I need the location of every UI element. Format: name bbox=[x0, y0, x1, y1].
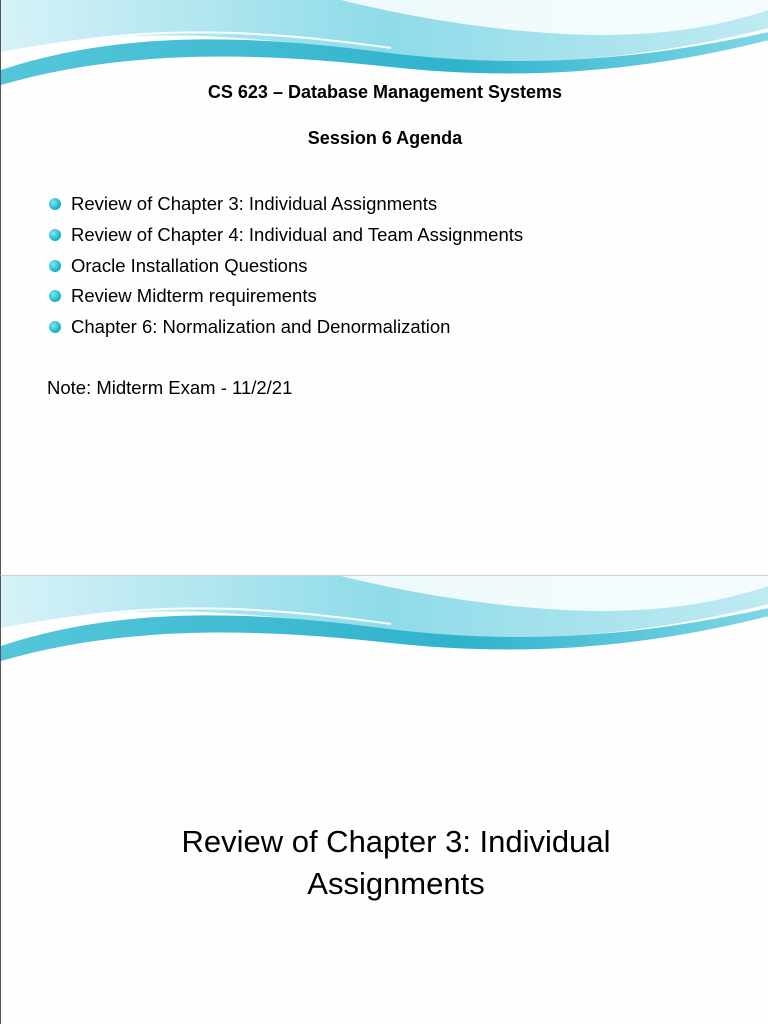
bullet-dot-icon bbox=[49, 290, 61, 302]
slide-title: CS 623 – Database Management Systems bbox=[207, 82, 563, 102]
bullet-dot-icon bbox=[49, 229, 61, 241]
agenda-item-label: Review Midterm requirements bbox=[71, 285, 317, 307]
section-title bbox=[1, 821, 768, 905]
agenda-item bbox=[45, 312, 523, 343]
slide-subtitle: Session 6 Agenda bbox=[307, 128, 463, 148]
agenda-item-label: Review of Chapter 3: Individual Assignments bbox=[71, 193, 438, 214]
agenda-item bbox=[45, 189, 523, 220]
bullet-dot-icon bbox=[49, 198, 61, 210]
agenda-item bbox=[45, 220, 523, 251]
wave-header-graphic bbox=[1, 576, 768, 671]
agenda-item-label: Oracle Installation Questions bbox=[71, 254, 308, 276]
agenda-item bbox=[45, 251, 523, 282]
section-title-line-1: Review of Chapter 3: Individual bbox=[181, 824, 611, 859]
midterm-note: Note: Midterm Exam - 11/2/21 bbox=[47, 377, 293, 398]
agenda-item bbox=[45, 281, 523, 312]
agenda-item-label: Chapter 6: Normalization and Denormalization bbox=[71, 316, 451, 337]
section-title-line-2: Assignments bbox=[307, 866, 485, 901]
bullet-dot-icon bbox=[49, 260, 61, 272]
slide-2 bbox=[0, 575, 768, 1024]
wave-header-graphic bbox=[1, 0, 768, 95]
agenda-item-label: Review of Chapter 4: Individual and Team Assignments bbox=[71, 223, 524, 245]
bullet-dot-icon bbox=[49, 321, 61, 333]
agenda-list bbox=[45, 189, 523, 343]
